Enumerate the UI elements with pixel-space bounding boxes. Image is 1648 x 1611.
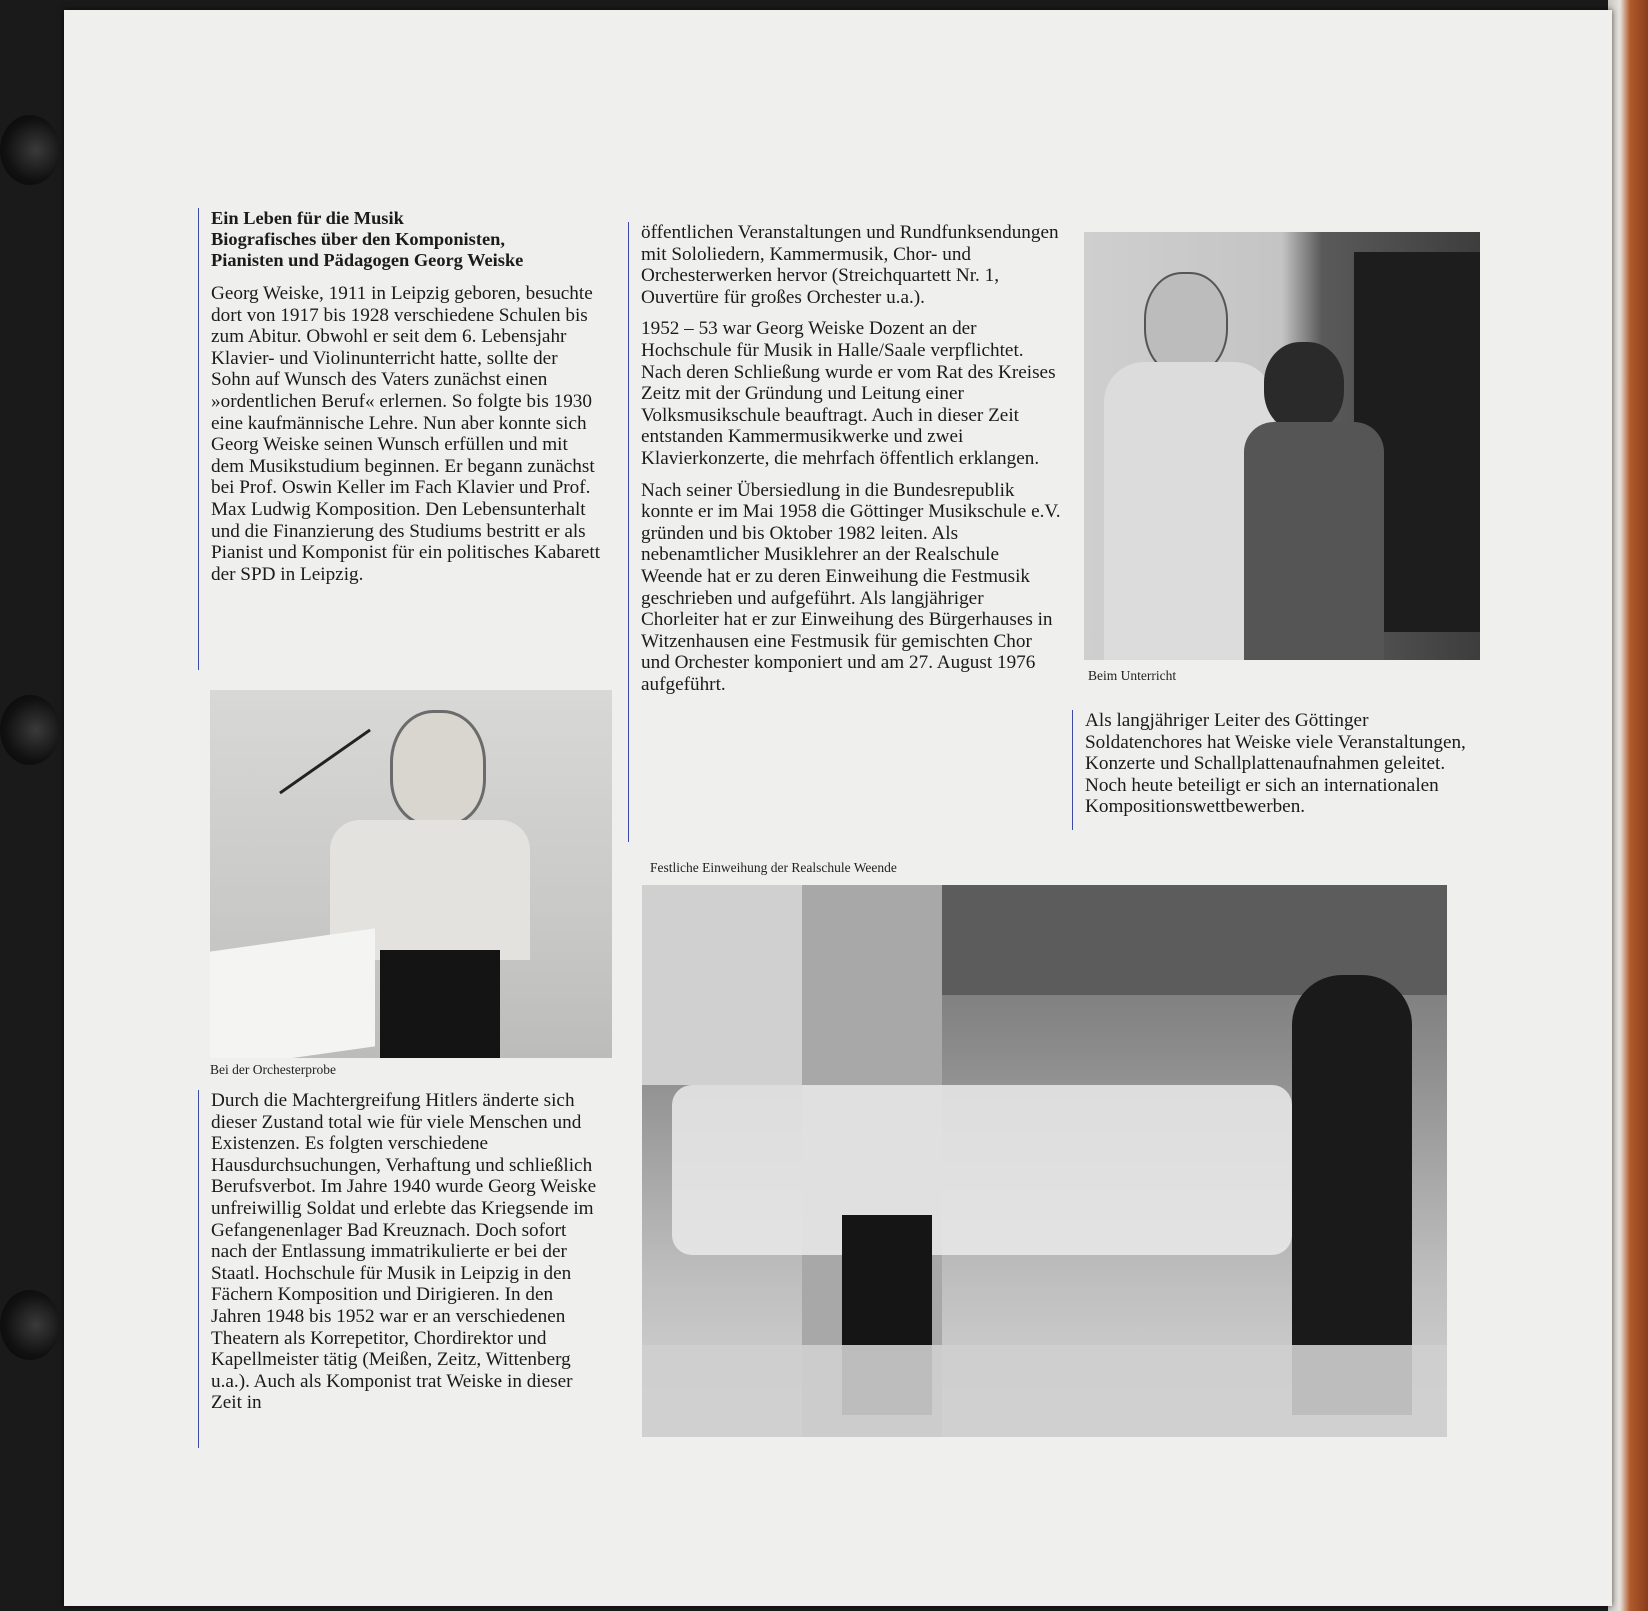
binder-ring-middle: [0, 695, 60, 765]
album-spine: [1608, 0, 1648, 1611]
biography-paragraph-2: Durch die Machtergreifung Hitlers änderte sich dieser Zustand total wie für viele Menschen und Existenzen. Es folgten verschiedene Hausdurchsuchungen, Verhaftung und schließlich Berufsverbot. Im Jahre 1940 wurde Georg Weiske unfreiwillig Soldat und erlebte das Kriegsende im Gefangenenlager Bad Kreuznach. Doch sofort nach der Entlassung immatrikulierte er bei der Staatl. Hochschule für Musik in Leipzig in den Fächern Komposition und Dirigieren. In den Jahren 1948 bis 1952 war er an verschiedenen Theatern als Korrepetitor, Chordirektor und Kapellmeister tätig (Meißen, Zeitz, Wittenberg u.a.). Auch als Komponist trat Weiske in dieser Zeit in: [211, 1090, 597, 1414]
binder-ring-bottom: [0, 1290, 60, 1360]
photo-conductor: [210, 690, 612, 1058]
caption-conductor: Bei der Orchesterprobe: [210, 1062, 336, 1077]
heading-line-1: Ein Leben für die Musik: [211, 208, 404, 228]
photo-classroom: [1084, 232, 1480, 660]
column-2: [628, 222, 1061, 842]
heading-line-3: Pianisten und Pädagogen Georg Weiske: [211, 250, 524, 270]
biography-paragraph-3: öffentlichen Veranstaltungen und Rundfunksendungen mit Sololiedern, Kammermusik, Chor- und Orchesterwerken hervor (Streichquartett Nr. 1, Ouvertüre für großes Orchester u.a.).: [641, 222, 1059, 308]
biography-paragraph-6: Als langjähriger Leiter des Göttinger Soldatenchores hat Weiske viele Veranstaltungen, Konzerte und Schallplattenaufnahmen geleitet. Noch heute beteiligt er sich an internationalen Kompositionswettbewerben.: [1085, 710, 1466, 818]
photo-orchestra: [642, 885, 1447, 1437]
column-1-bottom: [198, 1090, 601, 1448]
album-page: [64, 10, 1612, 1606]
biography-paragraph-4: 1952 – 53 war Georg Weiske Dozent an der Hochschule für Musik in Halle/Saale verpflichtet. Nach deren Schließung wurde er vom Rat des Kreises Zeitz mit der Gründung und Leitung einer Volksmusikschule beauftragt. Auch in dieser Zeit entstanden Kammermusikwerke und zwei Klavierkonzerte, die mehrfach öffentlich erklangen.: [641, 318, 1056, 469]
caption-orchestra: Festliche Einweihung der Realschule Weende: [650, 860, 897, 875]
caption-classroom: Beim Unterricht: [1088, 668, 1177, 683]
biography-paragraph-1: Georg Weiske, 1911 in Leipzig geboren, besuchte dort von 1917 bis 1928 verschiedene Schulen bis zum Abitur. Obwohl er seit dem 6. Lebensjahr Klavier- und Violinunterricht hatte, sollte der Sohn auf Wunsch des Vaters zunächst einen »ordentlichen Beruf« erlernen. So folgte bis 1930 eine kaufmännische Lehre. Nun aber konnte sich Georg Weiske seinen Wunsch erfüllen und mit dem Musikstudium beginnen. Er begann zunächst bei Prof. Oswin Keller im Fach Klavier und Prof. Max Ludwig Komposition. Den Lebensunterhalt und die Finanzierung des Studiums bestritt er als Pianist und Komponist für ein politisches Kabarett der SPD in Leipzig.: [211, 283, 601, 585]
biography-paragraph-5: Nach seiner Übersiedlung in die Bundesrepublik konnte er im Mai 1958 die Göttinger Musikschule e.V. gründen und bis Oktober 1982 leiten. Als nebenamtlicher Musiklehrer an der Realschule Weende hat er zu deren Einweihung die Festmusik geschrieben und aufgeführt. Als langjähriger Chorleiter hat er zur Einweihung des Bürgerhauses in Witzenhausen eine Festmusik für gemischten Chor und Orchester komponiert und am 27. August 1976 aufgeführt.: [641, 479, 1061, 695]
binder-ring-top: [0, 115, 60, 185]
article-heading: [211, 208, 601, 271]
heading-line-2: Biografisches über den Komponisten,: [211, 229, 505, 249]
column-1-top: [198, 208, 601, 670]
column-3: [1072, 710, 1475, 830]
